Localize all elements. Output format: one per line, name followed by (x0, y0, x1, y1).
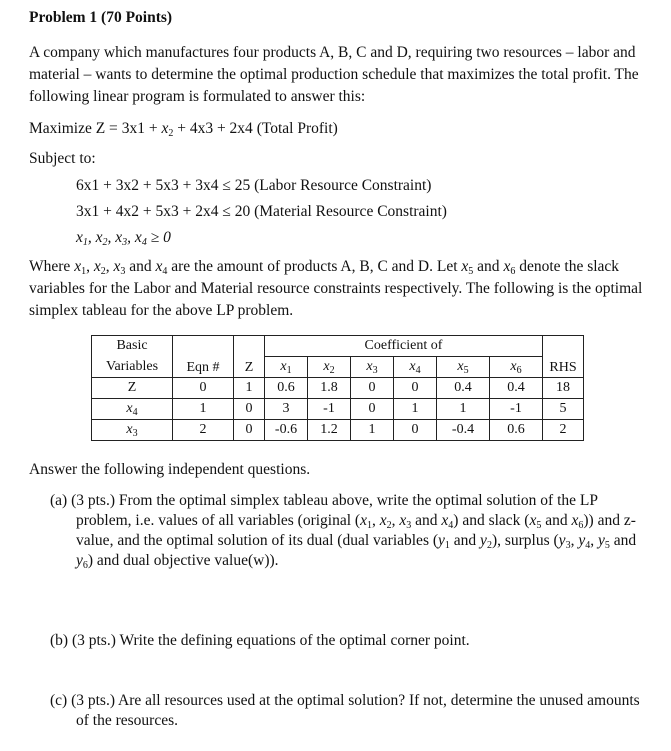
table-row (92, 399, 584, 420)
objective-prefix: Maximize Z = (29, 120, 122, 137)
cell-rhs: 18 (543, 378, 584, 399)
question-text: (3 pts.) Are all resources used at the optimal solution? If not, determine the unused amounts of the resources. (71, 692, 640, 729)
header-coefficient: Coefficient of (265, 336, 543, 357)
question-label: (a) (50, 492, 68, 509)
cell-z: 0 (234, 399, 265, 420)
cell-basic: Z (92, 378, 173, 399)
header-col-x4: $x_4$ (394, 357, 437, 378)
cell-rhs: 5 (543, 399, 584, 420)
cell-coef: 1 (351, 420, 394, 441)
objective-function (29, 120, 338, 138)
subject-to-label: Subject to: (29, 150, 96, 167)
simplex-tableau (91, 335, 584, 441)
problem-title: Problem 1 (70 Points) (29, 9, 173, 26)
cell-coef: 0.4 (490, 378, 543, 399)
tableau-subheader-row (92, 357, 584, 378)
intro-paragraph: A company which manufactures four products A, B, C and D, requiring two resources – labor and material – wants to determine the optimal production schedule that maximizes the total profit. The following linear program is formulated to answer this: (29, 44, 639, 105)
cell-coef: 0 (394, 420, 437, 441)
question-text: (3 pts.) Write the defining equations of the optimal corner point. (71, 632, 470, 649)
header-col-x6: $x_6$ (490, 357, 543, 378)
header-rhs: RHS (543, 336, 584, 378)
constraint-expression: 3x1 + 4x2 + 5x3 + 2x4 ≤ 20 (76, 203, 251, 220)
header-z: Z (234, 336, 265, 378)
cell-eqn: 0 (173, 378, 234, 399)
header-col-x1: $x_1$ (265, 357, 308, 378)
header-basic-top: Basic (92, 336, 173, 357)
cell-coef: 0.6 (265, 378, 308, 399)
cell-coef: 1 (437, 399, 490, 420)
constraint-material (76, 203, 447, 221)
question-b (50, 631, 470, 651)
cell-eqn: 1 (173, 399, 234, 420)
cell-coef: 0.6 (490, 420, 543, 441)
question-label: (c) (50, 692, 68, 709)
header-col-x3: $x_3$ (351, 357, 394, 378)
cell-z: 0 (234, 420, 265, 441)
constraint-labor (76, 177, 431, 195)
constraint-label: (Material Resource Constraint) (254, 203, 447, 220)
cell-rhs: 2 (543, 420, 584, 441)
header-basic-bottom: Variables (92, 357, 173, 378)
tableau-header-row (92, 336, 584, 357)
header-eqn: Eqn # (173, 336, 234, 378)
cell-coef: 3 (265, 399, 308, 420)
where-paragraph: Where $x_1$, $x_2$, $x_3$ and $x_4$ are the amount of products A, B, C and D. Let $x_5$ and $x_6$ denote the slack variables for the Labor and Material resource constraints respectively. The following is the optimal simplex tableau for the above LP problem. (29, 258, 643, 319)
constraint-nonnegativity (76, 229, 171, 247)
cell-coef: 1.8 (308, 378, 351, 399)
cell-eqn: 2 (173, 420, 234, 441)
objective-expression: $3x1 + x_2 + 4x3 + 2x4$ (121, 120, 253, 139)
header-col-x2: $x_2$ (308, 357, 351, 378)
cell-coef: 0 (351, 399, 394, 420)
cell-coef: 1.2 (308, 420, 351, 441)
table-row (92, 378, 584, 399)
cell-basic: $x_4$ (92, 399, 173, 420)
question-c (50, 691, 650, 731)
question-text: (3 pts.) From the optimal simplex tableau above, write the optimal solution of the LP problem, i.e. values of all variables (original ($x_1$, $x_2$, $x_3$ and $x_4$) and slack ($x_5$ and $x_6$)) and z-value, and the optimal solution of its dual (dual variables ($y_1$ and $y_2$), surplus ($y_3$, $y_4$, $y_5$ and $y_6$) and dual objective value(w)). (71, 492, 637, 571)
cell-basic: $x_3$ (92, 420, 173, 441)
constraint-label: (Labor Resource Constraint) (254, 177, 432, 194)
cell-coef: 1 (394, 399, 437, 420)
objective-suffix: (Total Profit) (256, 120, 338, 137)
cell-coef: -0.4 (437, 420, 490, 441)
constraint-expression: 6x1 + 3x2 + 5x3 + 3x4 ≤ 25 (76, 177, 251, 194)
cell-coef: 0 (394, 378, 437, 399)
cell-coef: 0 (351, 378, 394, 399)
header-col-x5: $x_5$ (437, 357, 490, 378)
cell-coef: -1 (308, 399, 351, 420)
question-a (50, 491, 650, 571)
question-label: (b) (50, 632, 69, 649)
cell-coef: -1 (490, 399, 543, 420)
constraint-expression: $x_1$, $x_2$, $x_3$, $x_4 \ge 0$ (76, 229, 171, 248)
cell-coef: -0.6 (265, 420, 308, 441)
cell-coef: 0.4 (437, 378, 490, 399)
table-row (92, 420, 584, 441)
cell-z: 1 (234, 378, 265, 399)
answer-intro: Answer the following independent questions. (29, 461, 311, 478)
